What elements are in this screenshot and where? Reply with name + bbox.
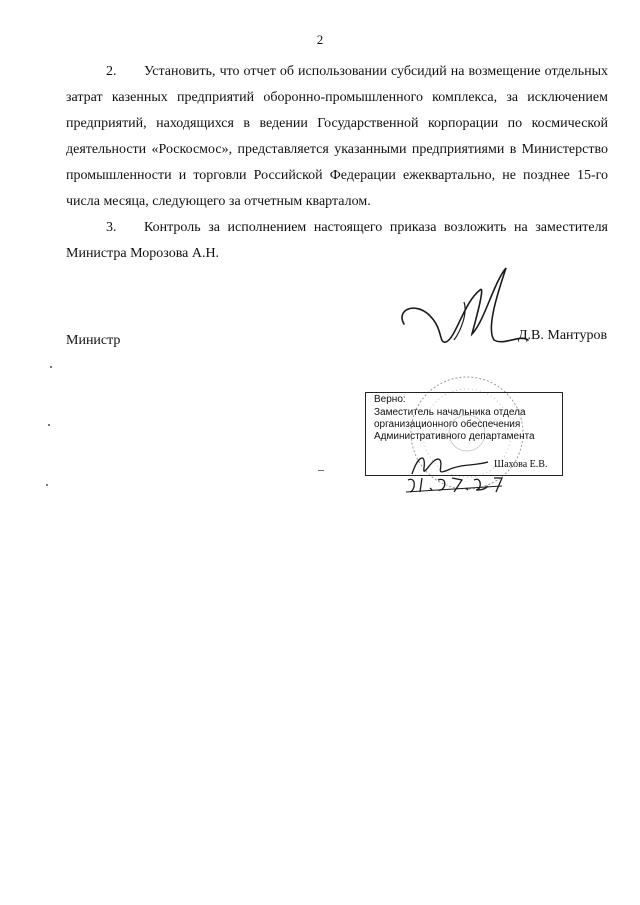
- certification-department: организационного обеспечения: [374, 419, 521, 430]
- paragraph-3: [66, 215, 608, 267]
- scan-speck: [46, 484, 48, 486]
- scan-speck: [48, 424, 50, 426]
- paragraph-number: 3.: [106, 220, 117, 235]
- handwritten-date-icon: [402, 470, 512, 500]
- signatory-title: Министр: [66, 333, 121, 348]
- scan-speck: [50, 366, 52, 368]
- paragraph-text: Контроль за исполнением настоящего приказа возложить на заместителя Министра Морозова А.Н.: [66, 220, 608, 261]
- certification-directorate: Административного департамента: [374, 431, 535, 442]
- certifier-name: Шахова Е.В.: [494, 459, 548, 470]
- scan-speck: [318, 470, 324, 471]
- handwritten-signature-icon: [394, 262, 534, 352]
- signatory-name: Д.В. Мантуров: [518, 328, 608, 343]
- page-number: 2: [316, 32, 324, 47]
- certification-label: Верно:: [374, 394, 406, 405]
- paragraph-number: 2.: [106, 64, 117, 79]
- certification-position: Заместитель начальника отдела: [374, 407, 526, 418]
- paragraph-2: [66, 59, 608, 215]
- paragraph-text: Установить, что отчет об использовании субсидий на возмещение отдельных затрат казенных предприятий оборонно-промышленного комплекса, за исключением предприятий, находящихся в ведении Государственной корпорации по космической деятельности «Роскосмос», представляется указанными предприятиями в Министерство промышленности и торговли Российской Федерации ежеквартально, не позднее 15-го числа месяца, следующего за отчетным кварталом.: [66, 64, 608, 209]
